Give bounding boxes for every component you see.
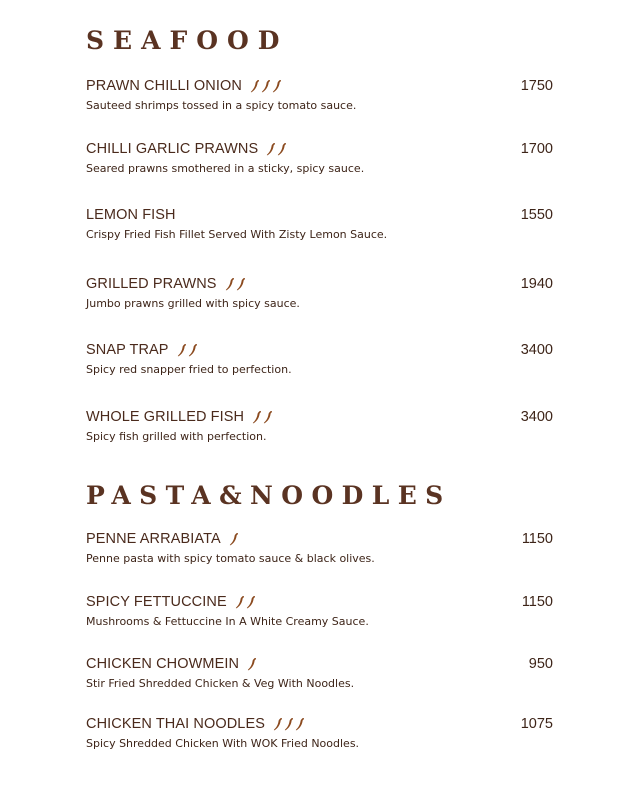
chili-pepper-icon (225, 277, 235, 291)
item-price: 1150 (521, 531, 553, 547)
chili-pepper-icon (273, 717, 283, 731)
chili-pepper-icon (250, 79, 260, 93)
spice-level (177, 343, 198, 357)
spice-level (252, 410, 273, 424)
chili-pepper-icon (236, 277, 246, 291)
chili-pepper-icon (263, 410, 273, 424)
item-price: 3400 (520, 409, 553, 425)
chili-pepper-icon (261, 79, 271, 93)
chili-pepper-icon (252, 410, 262, 424)
menu-item (86, 139, 553, 175)
item-description: Penne pasta with spicy tomato sauce & black olives. (86, 552, 375, 565)
spice-level (225, 277, 246, 291)
item-description: Spicy Shredded Chicken With WOK Fried Noodles. (86, 737, 360, 750)
item-name: CHILLI GARLIC PRAWNS (86, 141, 259, 157)
chili-pepper-icon (272, 79, 282, 93)
item-name: GRILLED PRAWNS (86, 276, 217, 292)
item-description: Crispy Fried Fish Fillet Served With Zisty Lemon Sauce. (86, 228, 388, 241)
item-name: PENNE ARRABIATA (86, 531, 221, 547)
item-price: 950 (528, 656, 553, 672)
menu-item (86, 714, 553, 750)
section-title-seafood: SEAFOOD (86, 26, 289, 55)
item-price: 1700 (520, 141, 553, 157)
item-price: 1075 (520, 716, 553, 732)
item-name: LEMON FISH (86, 207, 176, 223)
spice-level (250, 79, 282, 93)
menu-item (86, 274, 553, 310)
item-description: Spicy fish grilled with perfection. (86, 430, 267, 443)
item-description: Spicy red snapper fried to perfection. (86, 363, 292, 376)
item-price: 1150 (521, 594, 553, 610)
item-price: 3400 (520, 342, 553, 358)
spice-level (273, 717, 305, 731)
item-description: Sauteed shrimps tossed in a spicy tomato sauce. (86, 99, 357, 112)
menu-item (86, 529, 553, 565)
item-description: Seared prawns smothered in a sticky, spicy sauce. (86, 162, 365, 175)
menu-item (86, 205, 553, 241)
chili-pepper-icon (295, 717, 305, 731)
item-price: 1940 (520, 276, 553, 292)
menu-item (86, 654, 553, 690)
item-name: SPICY FETTUCCINE (86, 594, 227, 610)
menu-item (86, 407, 553, 443)
menu-item (86, 592, 553, 628)
chili-pepper-icon (177, 343, 187, 357)
item-name: SNAP TRAP (86, 342, 169, 358)
item-name: CHICKEN THAI NOODLES (86, 716, 265, 732)
menu-item (86, 340, 553, 376)
chili-pepper-icon (188, 343, 198, 357)
chili-pepper-icon (284, 717, 294, 731)
item-price: 1750 (520, 78, 553, 94)
item-name: PRAWN CHILLI ONION (86, 78, 242, 94)
menu-item (86, 76, 553, 112)
chili-pepper-icon (229, 532, 239, 546)
item-description: Jumbo prawns grilled with spicy sauce. (86, 297, 300, 310)
chili-pepper-icon (266, 142, 276, 156)
item-description: Mushrooms & Fettuccine In A White Creamy Sauce. (86, 615, 369, 628)
spice-level (266, 142, 287, 156)
chili-pepper-icon (246, 595, 256, 609)
item-description: Stir Fried Shredded Chicken & Veg With Noodles. (86, 677, 355, 690)
spice-level (247, 657, 257, 671)
chili-pepper-icon (277, 142, 287, 156)
spice-level (229, 532, 239, 546)
chili-pepper-icon (247, 657, 257, 671)
section-title-pasta-noodles: PASTA&NOODLES (86, 481, 452, 510)
item-price: 1550 (520, 207, 553, 223)
item-name: CHICKEN CHOWMEIN (86, 656, 240, 672)
spice-level (235, 595, 256, 609)
item-name: WHOLE GRILLED FISH (86, 409, 245, 425)
chili-pepper-icon (235, 595, 245, 609)
